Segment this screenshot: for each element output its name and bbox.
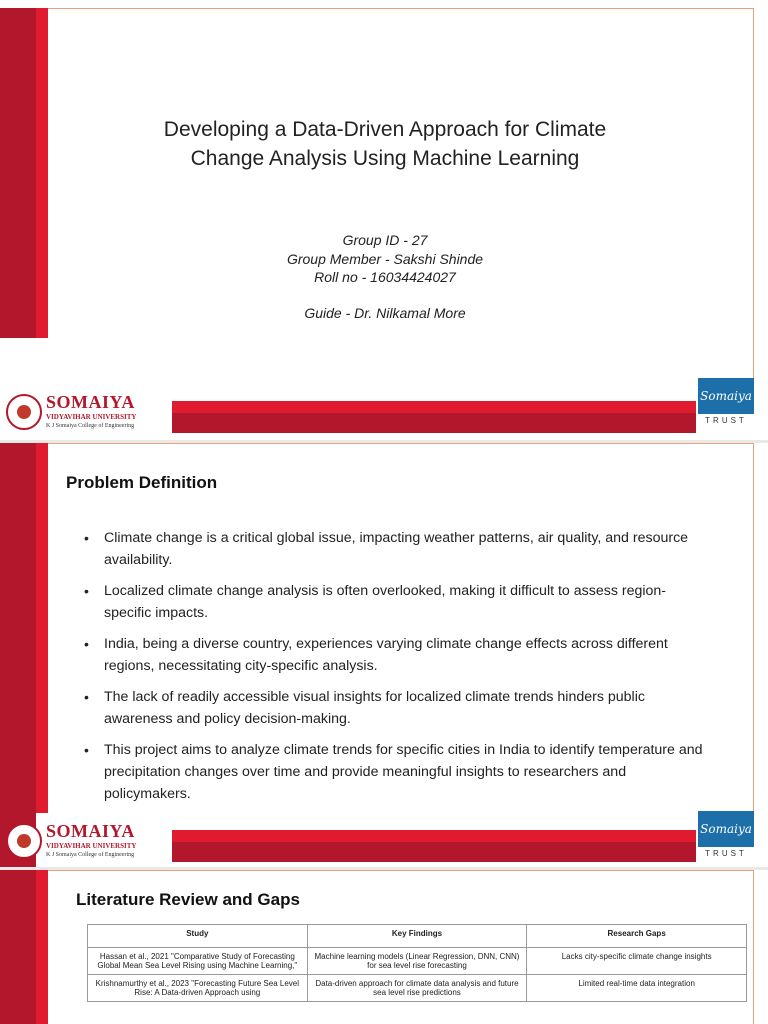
brand-name: SOMAIYA (46, 392, 135, 412)
table-row (88, 975, 747, 1002)
literature-review-slide (0, 870, 768, 1024)
brand-subtitle: VIDYAVIHAR UNIVERSITY (46, 413, 137, 421)
group-id: Group ID - 27 (342, 232, 428, 248)
left-accent-bar (0, 870, 36, 1024)
problem-definition-slide (0, 443, 768, 867)
brand-subtitle: VIDYAVIHAR UNIVERSITY (46, 842, 137, 850)
somaiya-trust-logo (698, 378, 754, 438)
bullet-item: • Climate change is a critical global issue, impacting weather patterns, air quality, and resource availability. (84, 527, 704, 571)
footer-red-band (172, 401, 696, 413)
table-cell: Data-driven approach for climate data analysis and future sea level rise predictions (307, 975, 527, 1002)
bullet-item: • The lack of readily accessible visual insights for localized climate trends hinders public awareness and policy decision-making. (84, 686, 704, 730)
column-header-study: Study (88, 925, 308, 948)
trust-script: Somaiya (698, 811, 754, 847)
slide-footer (0, 389, 768, 440)
table-cell: Krishnamurthy et al., 2023 "Forecasting Future Sea Level Rise: A Data-driven Approach using (88, 975, 308, 1002)
table-header-row (88, 925, 747, 948)
trust-label: TRUST (705, 849, 747, 858)
table-row (88, 948, 747, 975)
column-header-research-gaps: Research Gaps (527, 925, 747, 948)
table-cell: Hassan et al., 2021 "Comparative Study of Forecasting Global Mean Sea Level Rising using Machine Learning," (88, 948, 308, 975)
brand-name: SOMAIYA (46, 821, 135, 841)
roll-no: Roll no - 16034424027 (314, 269, 456, 285)
bullet-item: • This project aims to analyze climate trends for specific cities in India to identify temperature and precipitation changes over time and provide meaningful insights to researchers and policymakers. (84, 739, 704, 805)
table-cell: Limited real-time data integration (527, 975, 747, 1002)
left-accent-bar-light (36, 8, 48, 338)
slide-frame (48, 8, 754, 391)
column-header-key-findings: Key Findings (307, 925, 527, 948)
guide: Guide - Dr. Nilkamal More (304, 305, 466, 321)
university-seal-icon (6, 823, 42, 859)
title-line-1: Developing a Data-Driven Approach for Climate (163, 118, 607, 141)
university-seal-icon (6, 394, 42, 430)
bullet-item: • India, being a diverse country, experiences varying climate change effects across different regions, necessitating city-specific analysis. (84, 633, 704, 677)
bullet-item: • Localized climate change analysis is often overlooked, making it difficult to assess region-specific impacts. (84, 580, 704, 624)
somaiya-trust-logo (698, 811, 754, 867)
somaiya-logo (6, 821, 171, 867)
somaiya-logo (6, 392, 171, 438)
slide-footer (0, 821, 768, 867)
title-slide (0, 0, 768, 440)
group-member: Group Member - Sakshi Shinde (286, 251, 484, 267)
college-name: K J Somaiya College of Engineering (46, 423, 135, 429)
title-line-2: Change Analysis Using Machine Learning (190, 147, 580, 170)
table-cell: Lacks city-specific climate change insights (527, 948, 747, 975)
trust-label: TRUST (705, 416, 747, 425)
footer-dark-band (172, 842, 696, 862)
college-name: K J Somaiya College of Engineering (46, 852, 135, 858)
footer-dark-band (172, 413, 696, 433)
trust-script: Somaiya (698, 378, 754, 414)
left-accent-bar-light (36, 443, 48, 813)
table-cell: Machine learning models (Linear Regression, DNN, CNN) for sea level rise forecasting (307, 948, 527, 975)
left-accent-bar-light (36, 870, 48, 1024)
literature-table (87, 924, 747, 1002)
slide-heading: Problem Definition (66, 473, 218, 492)
slide-heading: Literature Review and Gaps (76, 890, 300, 909)
left-accent-bar (0, 443, 36, 867)
bullet-list (84, 527, 704, 814)
footer-red-band (172, 830, 696, 842)
left-accent-bar (0, 8, 36, 338)
slide-title (80, 115, 690, 173)
